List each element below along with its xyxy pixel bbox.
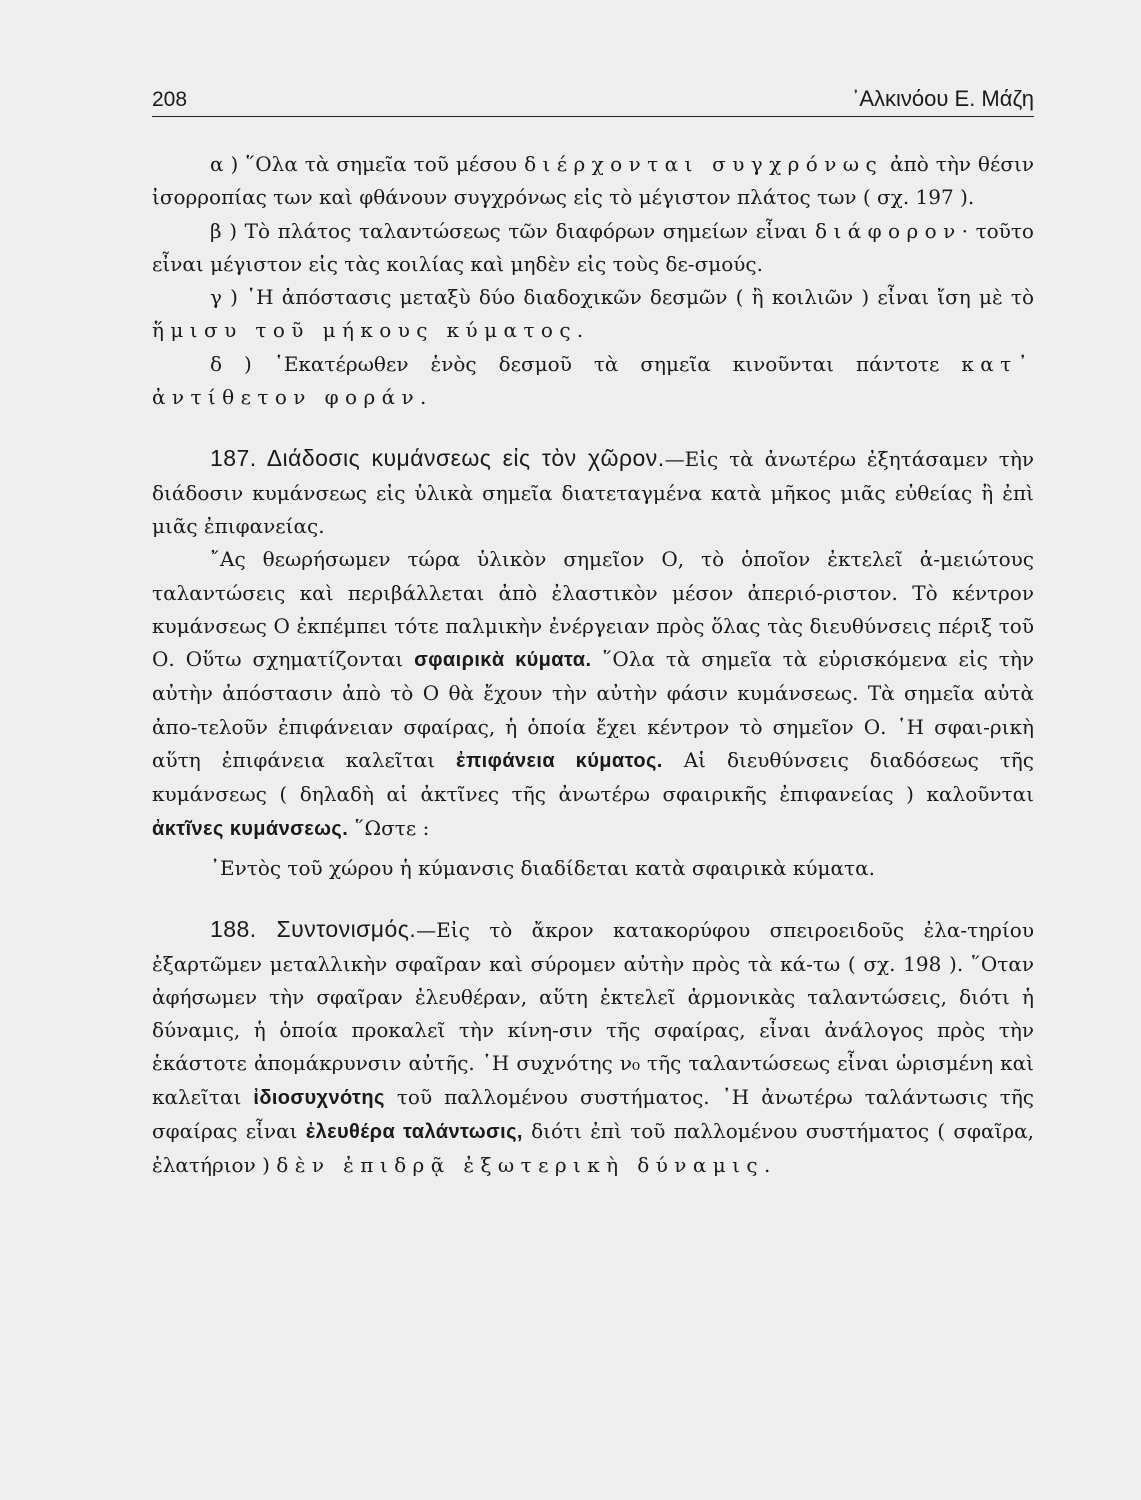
page-header: [152, 86, 1034, 117]
section-188-heading: 188. Συντονισμός.: [210, 916, 417, 943]
page-body: [152, 148, 1034, 1183]
term-wave-rays: ἀκτῖνες κυμάνσεως.: [152, 817, 349, 840]
term-free-oscillation: ἐλευθέρα ταλάντωσις,: [305, 1121, 523, 1144]
list-item-a: α ) ῞Ολα τὰ σημεῖα τοῦ μέσου διέρχονται συγχρόνως ἀπὸ τὴν θέσιν ἰσορροπίας των καὶ φθάνουν συγχρόνως εἰς τὸ μέγιστον πλάτος των ( σχ. 197 ).: [152, 152, 1034, 210]
list-item-c: γ ) ῾Η ἀπόστασις μεταξὺ δύο διαδοχικῶν δεσμῶν ( ἢ κοιλιῶν ) εἶναι ἴση μὲ τὸ ἥμισυ τοῦ μήκους κύματος.: [152, 285, 1034, 343]
section-187-conclusion: ᾿Εντὸς τοῦ χώρου ἡ κύμανσις διαδίδεται κατὰ σφαιρικὰ κύματα.: [210, 855, 875, 880]
running-title: ᾿Αλκινόου Ε. Μάζη: [852, 86, 1034, 111]
list-item-d: δ ) ῾Εκατέρωθεν ἑνὸς δεσμοῦ τὰ σημεῖα κινοῦνται πάντοτε κατ᾿ ἀντίθετον φοράν.: [152, 351, 1034, 410]
section-187-paragraph-2: ῎Ας θεωρήσωμεν τώρα ὑλικὸν σημεῖον Ο, τὸ ὁποῖον ἐκτελεῖ ἀ-μειώτους ταλαντώσεις καὶ περιβάλλεται ἀπὸ ἐλαστικὸν μέσον ἀπεριό-ριστον. Τὸ κέντρον κυμάνσεως Ο ἐκπέμπει τότε παλμικὴν ἐνέργειαν πρὸς ὅλας τὰς διευθύνσεις πέριξ τοῦ Ο. Οὕτω σχηματίζονται σφαιρικὰ κύματα. ῞Ολα τὰ σημεῖα τὰ εὑρισκόμενα εἰς τὴν αὐτὴν ἀπόστασιν ἀπὸ τὸ Ο θὰ ἔχουν τὴν αὐτὴν φάσιν κυμάνσεως. Τὰ σημεῖα αὐτὰ ἀπο-τελοῦν ἐπιφάνειαν σφαίρας, ἡ ὁποία ἔχει κέντρον τὸ σημεῖον Ο. ῾Η σφαι-ρικὴ αὕτη ἐπιφάνεια καλεῖται ἐπιφάνεια κύματος. Αἱ διευθύνσεις διαδόσεως τῆς κυμάνσεως ( δηλαδὴ αἱ ἀκτῖνες τῆς ἀνωτέρω σφαιρικῆς ἐπιφανείας ) καλοῦνται ἀκτῖνες κυμάνσεως. ῞Ωστε :: [152, 547, 1035, 840]
section-187-heading: 187. Διάδοσις κυμάνσεως εἰς τὸν χῶρον.: [210, 445, 665, 472]
page-number: 208: [152, 88, 188, 111]
term-natural-frequency: ἰδιοσυχνότης: [253, 1086, 385, 1109]
section-187-paragraph-1: 187. Διάδοσις κυμάνσεως εἰς τὸν χῶρον.—Εἰς τὰ ἀνωτέρω ἐξητάσαμεν τὴν διάδοσιν κυμάνσεως εἰς ὑλικὰ σημεῖα διατεταγμένα κατὰ μῆκος μιᾶς εὐθείας ἢ ἐπὶ μιᾶς ἐπιφανείας.: [152, 445, 1034, 538]
term-wave-surface: ἐπιφάνεια κύματος.: [456, 750, 663, 773]
section-188-paragraph: 188. Συντονισμός.—Εἰς τὸ ἄκρον κατακορύφου σπειροειδοῦς ἐλα-τηρίου ἐξαρτῶμεν μεταλλικὴν σφαῖραν καὶ σύρομεν αὐτὴν πρὸς τὰ κά-τω ( σχ. 198 ). ῞Οταν ἀφήσωμεν τὴν σφαῖραν ἐλευθέραν, αὕτη ἐκτελεῖ ἁρμονικὰς ταλαντώσεις, διότι ἡ δύναμις, ἡ ὁποία προκαλεῖ τὴν κίνη-σιν τῆς σφαίρας, εἶναι ἀνάλογος πρὸς τὴν ἑκάστοτε ἀπομάκρυνσιν αὐτῆς. ῾Η συχνότης ν₀ τῆς ταλαντώσεως εἶναι ὡρισμένη καὶ καλεῖται ἰδιοσυχνότης τοῦ παλλομένου συστήματος. ῾Η ἀνωτέρω ταλάντωσις τῆς σφαίρας εἶναι ἐλευθέρα ταλάντωσις, διότι ἐπὶ τοῦ παλλομένου συστήματος ( σφαῖρα, ἐλατήριον ) δὲν ἐπιδρᾷ ἐξωτερικὴ δύναμις.: [152, 916, 1034, 1178]
list-item-b: β ) Τὸ πλάτος ταλαντώσεως τῶν διαφόρων σημείων εἶναι διάφορον· τοῦτο εἶναι μέγιστον εἰς τὰς κοιλίας καὶ μηδὲν εἰς τοὺς δε-σμούς.: [152, 218, 1034, 276]
term-spherical-waves: σφαιρικὰ κύματα.: [414, 649, 592, 672]
